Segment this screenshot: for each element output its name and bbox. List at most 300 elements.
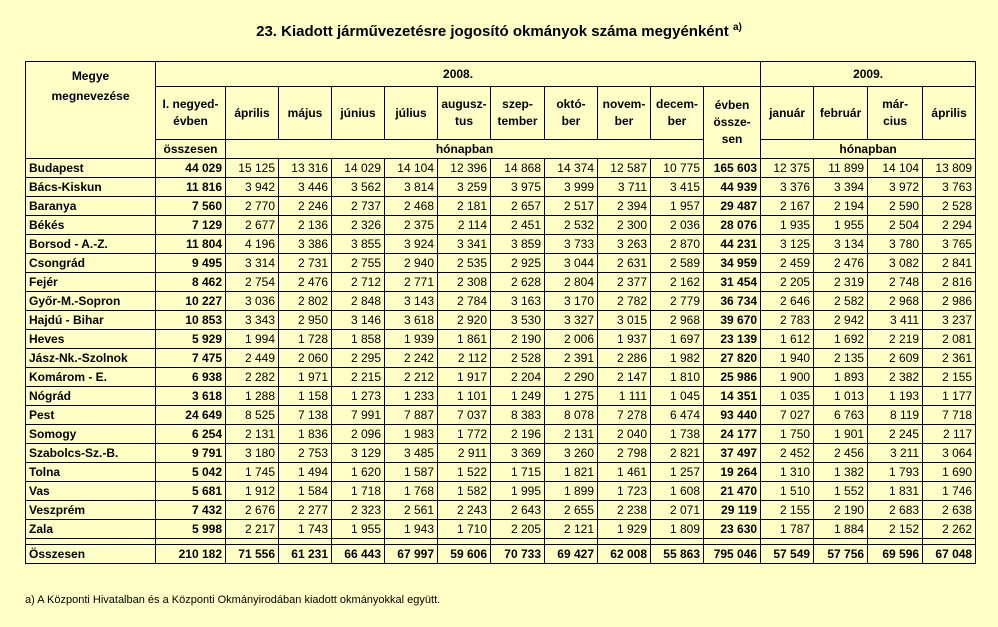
- month-cell-2008: 2 212: [385, 368, 438, 387]
- month-cell-2008: 3 859: [491, 235, 545, 254]
- month-cell-2008: 2 631: [598, 254, 651, 273]
- month-cell-2009: 3 134: [814, 235, 868, 254]
- month-cell-2008: 2 300: [598, 216, 651, 235]
- table-row: [26, 216, 976, 235]
- month-cell-2009: 3 082: [868, 254, 923, 273]
- month-cell-2008: 2 821: [651, 444, 704, 463]
- per-month-header-2008: hónapban: [226, 140, 704, 159]
- table-row: [26, 368, 976, 387]
- month-cell-2009: 2 942: [814, 311, 868, 330]
- month-header-2008-8-line2: ber: [667, 114, 687, 128]
- month-cell-2008: 2 006: [545, 330, 598, 349]
- month-cell-2008: 2 295: [332, 349, 385, 368]
- month-cell-2008: 3 562: [332, 178, 385, 197]
- month-cell-2008: 2 870: [651, 235, 704, 254]
- month-header-2009-1: [814, 87, 868, 140]
- month-cell-2008: 2 246: [279, 197, 332, 216]
- county-header-line2: megnevezése: [51, 89, 130, 103]
- month-cell-2009: 2 456: [814, 444, 868, 463]
- month-cell-2008: 3 369: [491, 444, 545, 463]
- month-cell-2008: 2 277: [279, 501, 332, 520]
- month-cell-2008: 2 950: [279, 311, 332, 330]
- month-cell-2009: 1 013: [814, 387, 868, 406]
- month-cell-2008: 3 146: [332, 311, 385, 330]
- county-name: Csongrád: [26, 254, 156, 273]
- month-cell-2009: 2 361: [923, 349, 976, 368]
- table-row: [26, 425, 976, 444]
- month-cell-2009: 2 219: [868, 330, 923, 349]
- month-header-2009-2: [868, 87, 923, 140]
- month-cell-2009: 1 935: [761, 216, 814, 235]
- month-cell-2008: 2 753: [279, 444, 332, 463]
- month-header-2008-2: [332, 87, 385, 140]
- month-cell-2008: 1 608: [651, 482, 704, 501]
- month-cell-2008: 1 233: [385, 387, 438, 406]
- year-2008-header: 2008.: [156, 62, 761, 87]
- year-total-cell: 795 046: [704, 545, 761, 564]
- month-cell-2009: 2 194: [814, 197, 868, 216]
- q1-total-cell: 6 938: [156, 368, 226, 387]
- month-cell-2008: 2 476: [279, 273, 332, 292]
- county-name: Hajdú - Bihar: [26, 311, 156, 330]
- month-cell-2008: 1 718: [332, 482, 385, 501]
- month-cell-2009: 1 177: [923, 387, 976, 406]
- month-header-2008-4: [438, 87, 491, 140]
- county-name: Baranya: [26, 197, 156, 216]
- month-cell-2009: 3 972: [868, 178, 923, 197]
- month-header-2008-4-line2: tus: [455, 114, 473, 128]
- month-cell-2009: 3 394: [814, 178, 868, 197]
- month-header-2009-0-line1: január: [769, 105, 806, 120]
- county-name: Zala: [26, 520, 156, 539]
- month-cell-2009: 2 504: [868, 216, 923, 235]
- month-cell-2008: 1 738: [651, 425, 704, 444]
- month-cell-2008: 3 259: [438, 178, 491, 197]
- q1-total-cell: 7 129: [156, 216, 226, 235]
- q1-total-header: összesen: [156, 140, 226, 159]
- month-cell-2009: 2 081: [923, 330, 976, 349]
- month-cell-2008: 2 737: [332, 197, 385, 216]
- q1-total-cell: 11 804: [156, 235, 226, 254]
- month-cell-2009: 7 027: [761, 406, 814, 425]
- month-cell-2008: 2 643: [491, 501, 545, 520]
- month-cell-2008: 1 861: [438, 330, 491, 349]
- month-cell-2008: 7 991: [332, 406, 385, 425]
- month-cell-2008: 2 968: [651, 311, 704, 330]
- q1-total-cell: 5 042: [156, 463, 226, 482]
- month-cell-2009: 3 411: [868, 311, 923, 330]
- q1-total-cell: 24 649: [156, 406, 226, 425]
- month-cell-2008: 2 114: [438, 216, 491, 235]
- month-cell-2009: 2 135: [814, 349, 868, 368]
- month-cell-2009: 1 612: [761, 330, 814, 349]
- month-cell-2008: 1 715: [491, 463, 545, 482]
- month-cell-2008: 1 697: [651, 330, 704, 349]
- month-cell-2008: 3 975: [491, 178, 545, 197]
- month-cell-2008: 1 273: [332, 387, 385, 406]
- year-total-cell: 31 454: [704, 273, 761, 292]
- month-cell-2008: 1 743: [279, 520, 332, 539]
- month-header-2008-6-line1: októ-: [556, 97, 586, 111]
- month-cell-2008: 62 008: [598, 545, 651, 564]
- month-cell-2009: 2 155: [761, 501, 814, 520]
- month-cell-2008: 1 275: [545, 387, 598, 406]
- month-cell-2009: 2 476: [814, 254, 868, 273]
- month-cell-2009: 2 319: [814, 273, 868, 292]
- month-cell-2009: 2 294: [923, 216, 976, 235]
- month-header-2008-7-line1: novem-: [602, 97, 646, 111]
- month-cell-2008: 2 911: [438, 444, 491, 463]
- month-cell-2008: 15 125: [226, 159, 279, 178]
- month-header-2008-2-line1: június: [340, 105, 376, 120]
- month-cell-2008: 2 181: [438, 197, 491, 216]
- data-table: [25, 61, 976, 564]
- month-cell-2008: 3 855: [332, 235, 385, 254]
- month-cell-2008: 1 745: [226, 463, 279, 482]
- month-cell-2009: 3 765: [923, 235, 976, 254]
- month-cell-2008: 2 096: [332, 425, 385, 444]
- q1-header-line2: évben: [173, 114, 208, 128]
- county-name: Nógrád: [26, 387, 156, 406]
- month-cell-2009: 2 683: [868, 501, 923, 520]
- month-cell-2008: 1 899: [545, 482, 598, 501]
- month-cell-2008: 2 517: [545, 197, 598, 216]
- q1-total-cell: 9 495: [156, 254, 226, 273]
- month-cell-2008: 2 036: [651, 216, 704, 235]
- month-cell-2008: 2 589: [651, 254, 704, 273]
- month-cell-2009: 2 582: [814, 292, 868, 311]
- month-cell-2008: 2 754: [226, 273, 279, 292]
- month-cell-2009: 2 638: [923, 501, 976, 520]
- month-cell-2009: 2 816: [923, 273, 976, 292]
- month-cell-2008: 67 997: [385, 545, 438, 564]
- month-cell-2008: 1 158: [279, 387, 332, 406]
- month-cell-2008: 2 190: [491, 330, 545, 349]
- month-cell-2008: 3 163: [491, 292, 545, 311]
- month-cell-2009: 2 986: [923, 292, 976, 311]
- month-cell-2008: 3 924: [385, 235, 438, 254]
- footnote: a) A Központi Hivatalban és a Központi Okmányirodában kiadott okmányokkal együtt.: [25, 594, 441, 606]
- year-total-cell: 44 939: [704, 178, 761, 197]
- month-cell-2009: 3 376: [761, 178, 814, 197]
- month-cell-2008: 7 138: [279, 406, 332, 425]
- month-cell-2008: 2 040: [598, 425, 651, 444]
- month-header-2008-1-line1: május: [287, 105, 323, 120]
- month-cell-2008: 7 037: [438, 406, 491, 425]
- month-cell-2008: 3 415: [651, 178, 704, 197]
- table-row: [26, 235, 976, 254]
- month-cell-2008: 7 887: [385, 406, 438, 425]
- month-header-2008-3: [385, 87, 438, 140]
- month-cell-2008: 1 045: [651, 387, 704, 406]
- month-cell-2008: 1 917: [438, 368, 491, 387]
- month-cell-2008: 2 532: [545, 216, 598, 235]
- q1-total-cell: 7 432: [156, 501, 226, 520]
- month-cell-2008: 1 249: [491, 387, 545, 406]
- county-name: Vas: [26, 482, 156, 501]
- month-cell-2009: 3 237: [923, 311, 976, 330]
- month-cell-2008: 3 386: [279, 235, 332, 254]
- month-cell-2009: 1 750: [761, 425, 814, 444]
- month-cell-2008: 1 983: [385, 425, 438, 444]
- month-cell-2009: 57 549: [761, 545, 814, 564]
- month-cell-2008: 3 814: [385, 178, 438, 197]
- month-cell-2009: 2 382: [868, 368, 923, 387]
- county-name: Bács-Kiskun: [26, 178, 156, 197]
- q1-total-cell: 5 681: [156, 482, 226, 501]
- month-cell-2008: 1 821: [545, 463, 598, 482]
- per-month-header-2009: hónapban: [761, 140, 976, 159]
- month-cell-2008: 3 485: [385, 444, 438, 463]
- month-cell-2008: 2 655: [545, 501, 598, 520]
- month-cell-2008: 2 112: [438, 349, 491, 368]
- table-row: [26, 292, 976, 311]
- month-cell-2008: 3 129: [332, 444, 385, 463]
- month-cell-2008: 1 982: [651, 349, 704, 368]
- month-cell-2008: 2 131: [545, 425, 598, 444]
- county-name: Pest: [26, 406, 156, 425]
- month-cell-2008: 1 494: [279, 463, 332, 482]
- month-header-2008-1: [279, 87, 332, 140]
- month-header-2008-3-line1: július: [395, 105, 427, 120]
- month-cell-2009: 2 783: [761, 311, 814, 330]
- month-cell-2009: 2 528: [923, 197, 976, 216]
- q1-total-cell: 11 816: [156, 178, 226, 197]
- month-header-2009-3-line1: április: [931, 105, 967, 120]
- table-row: [26, 463, 976, 482]
- year-total-cell: 28 076: [704, 216, 761, 235]
- month-cell-2008: 2 804: [545, 273, 598, 292]
- year-total-header-line1: évben: [714, 98, 750, 112]
- county-name: Heves: [26, 330, 156, 349]
- month-cell-2008: 1 772: [438, 425, 491, 444]
- month-cell-2009: 1 746: [923, 482, 976, 501]
- table-row: [26, 349, 976, 368]
- month-cell-2008: 1 620: [332, 463, 385, 482]
- month-header-2008-7-line2: ber: [614, 114, 634, 128]
- month-cell-2008: 2 802: [279, 292, 332, 311]
- month-cell-2008: 1 257: [651, 463, 704, 482]
- month-cell-2009: 2 841: [923, 254, 976, 273]
- month-cell-2008: 2 782: [598, 292, 651, 311]
- county-name: Budapest: [26, 159, 156, 178]
- month-cell-2009: 2 748: [868, 273, 923, 292]
- county-name: Győr-M.-Sopron: [26, 292, 156, 311]
- month-header-2009-2-line1: már-: [882, 97, 909, 111]
- month-cell-2008: 2 323: [332, 501, 385, 520]
- month-header-2008-5: [491, 87, 545, 140]
- county-name: Békés: [26, 216, 156, 235]
- month-cell-2008: 2 217: [226, 520, 279, 539]
- month-cell-2009: 1 901: [814, 425, 868, 444]
- month-cell-2009: 1 552: [814, 482, 868, 501]
- month-cell-2009: 2 609: [868, 349, 923, 368]
- month-header-2009-3: [923, 87, 976, 140]
- month-cell-2009: 1 310: [761, 463, 814, 482]
- q1-total-cell: 5 929: [156, 330, 226, 349]
- q1-total-cell: 7 560: [156, 197, 226, 216]
- county-name: Tolna: [26, 463, 156, 482]
- month-cell-2009: 2 590: [868, 197, 923, 216]
- year-total-cell: 34 959: [704, 254, 761, 273]
- year-total-cell: 29 119: [704, 501, 761, 520]
- q1-total-cell: 210 182: [156, 545, 226, 564]
- month-cell-2008: 61 231: [279, 545, 332, 564]
- month-cell-2008: 2 770: [226, 197, 279, 216]
- month-cell-2008: 1 810: [651, 368, 704, 387]
- q1-total-cell: 7 475: [156, 349, 226, 368]
- month-cell-2008: 2 243: [438, 501, 491, 520]
- month-cell-2009: 2 646: [761, 292, 814, 311]
- month-cell-2008: 3 711: [598, 178, 651, 197]
- month-cell-2009: 1 884: [814, 520, 868, 539]
- month-cell-2009: 69 596: [868, 545, 923, 564]
- year-total-cell: 23 139: [704, 330, 761, 349]
- month-cell-2009: 2 262: [923, 520, 976, 539]
- month-cell-2008: 1 836: [279, 425, 332, 444]
- month-cell-2008: 14 868: [491, 159, 545, 178]
- month-cell-2008: 1 809: [651, 520, 704, 539]
- month-cell-2008: 3 327: [545, 311, 598, 330]
- year-total-header-line2: össze-: [713, 115, 751, 129]
- month-cell-2009: 2 205: [761, 273, 814, 292]
- month-cell-2009: 1 793: [868, 463, 923, 482]
- month-cell-2008: 3 341: [438, 235, 491, 254]
- month-header-2008-8-line1: decem-: [655, 97, 699, 111]
- month-cell-2008: 2 561: [385, 501, 438, 520]
- year-total-cell: 19 264: [704, 463, 761, 482]
- month-cell-2008: 2 451: [491, 216, 545, 235]
- month-header-2008-0-line1: április: [234, 105, 270, 120]
- county-header-line1: Megye: [71, 69, 110, 83]
- month-cell-2008: 2 136: [279, 216, 332, 235]
- table-title-text: 23. Kiadott járművezetésre jogosító okmányok száma megyénként: [256, 23, 729, 40]
- month-cell-2008: 2 196: [491, 425, 545, 444]
- month-cell-2008: 2 731: [279, 254, 332, 273]
- month-cell-2008: 2 628: [491, 273, 545, 292]
- month-cell-2008: 1 957: [651, 197, 704, 216]
- month-cell-2008: 2 326: [332, 216, 385, 235]
- q1-total-cell: 9 791: [156, 444, 226, 463]
- year-2009-header: 2009.: [761, 62, 976, 87]
- month-cell-2009: 1 035: [761, 387, 814, 406]
- month-cell-2008: 2 676: [226, 501, 279, 520]
- month-cell-2008: 2 238: [598, 501, 651, 520]
- month-cell-2009: 2 117: [923, 425, 976, 444]
- month-cell-2008: 2 920: [438, 311, 491, 330]
- month-header-2009-0: [761, 87, 814, 140]
- month-cell-2008: 1 943: [385, 520, 438, 539]
- month-cell-2008: 71 556: [226, 545, 279, 564]
- county-name: Komárom - E.: [26, 368, 156, 387]
- month-cell-2008: 1 912: [226, 482, 279, 501]
- month-cell-2008: 14 029: [332, 159, 385, 178]
- month-cell-2009: 13 809: [923, 159, 976, 178]
- q1-total-cell: 3 618: [156, 387, 226, 406]
- month-cell-2008: 2 290: [545, 368, 598, 387]
- month-cell-2008: 1 994: [226, 330, 279, 349]
- month-cell-2008: 3 143: [385, 292, 438, 311]
- county-name: Szabolcs-Sz.-B.: [26, 444, 156, 463]
- month-cell-2008: 2 394: [598, 197, 651, 216]
- month-cell-2008: 2 848: [332, 292, 385, 311]
- q1-header: [156, 87, 226, 140]
- table-row: [26, 159, 976, 178]
- month-cell-2009: 3 064: [923, 444, 976, 463]
- month-header-2008-5-line1: szep-: [502, 97, 533, 111]
- month-cell-2009: 6 763: [814, 406, 868, 425]
- month-cell-2008: 2 925: [491, 254, 545, 273]
- q1-total-cell: 5 998: [156, 520, 226, 539]
- county-name: Összesen: [26, 545, 156, 564]
- month-cell-2008: 2 375: [385, 216, 438, 235]
- month-cell-2009: 7 718: [923, 406, 976, 425]
- month-cell-2008: 1 929: [598, 520, 651, 539]
- month-cell-2009: 2 152: [868, 520, 923, 539]
- year-total-cell: 37 497: [704, 444, 761, 463]
- month-header-2008-0: [226, 87, 279, 140]
- month-cell-2008: 2 308: [438, 273, 491, 292]
- month-header-2008-6: [545, 87, 598, 140]
- month-cell-2008: 3 260: [545, 444, 598, 463]
- month-cell-2008: 8 078: [545, 406, 598, 425]
- month-cell-2009: 1 955: [814, 216, 868, 235]
- month-cell-2008: 1 582: [438, 482, 491, 501]
- month-cell-2008: 1 955: [332, 520, 385, 539]
- table-row: [26, 387, 976, 406]
- month-cell-2009: 2 155: [923, 368, 976, 387]
- month-cell-2008: 69 427: [545, 545, 598, 564]
- month-cell-2009: 1 787: [761, 520, 814, 539]
- month-cell-2008: 1 101: [438, 387, 491, 406]
- month-cell-2008: 6 474: [651, 406, 704, 425]
- month-cell-2008: 13 316: [279, 159, 332, 178]
- title-footnote-marker: a): [732, 22, 742, 33]
- table-row: [26, 520, 976, 539]
- year-total-cell: 36 734: [704, 292, 761, 311]
- month-cell-2009: 1 893: [814, 368, 868, 387]
- month-cell-2008: 2 468: [385, 197, 438, 216]
- month-cell-2008: 1 995: [491, 482, 545, 501]
- month-header-2008-5-line2: tember: [497, 114, 538, 128]
- table-row: [26, 254, 976, 273]
- county-name: Fejér: [26, 273, 156, 292]
- month-cell-2009: 3 211: [868, 444, 923, 463]
- month-cell-2008: 2 071: [651, 501, 704, 520]
- year-total-header: [704, 87, 761, 159]
- month-cell-2008: 3 942: [226, 178, 279, 197]
- q1-total-cell: 10 227: [156, 292, 226, 311]
- month-cell-2009: 1 690: [923, 463, 976, 482]
- table-row: [26, 482, 976, 501]
- month-cell-2008: 1 971: [279, 368, 332, 387]
- month-cell-2008: 55 863: [651, 545, 704, 564]
- month-cell-2008: 3 733: [545, 235, 598, 254]
- q1-total-cell: 8 462: [156, 273, 226, 292]
- month-cell-2008: 4 196: [226, 235, 279, 254]
- month-cell-2008: 1 723: [598, 482, 651, 501]
- county-name: Veszprém: [26, 501, 156, 520]
- month-cell-2008: 3 263: [598, 235, 651, 254]
- month-cell-2008: 3 343: [226, 311, 279, 330]
- month-cell-2008: 14 374: [545, 159, 598, 178]
- month-cell-2008: 3 180: [226, 444, 279, 463]
- month-cell-2009: 1 692: [814, 330, 868, 349]
- month-cell-2009: 2 459: [761, 254, 814, 273]
- month-cell-2008: 1 710: [438, 520, 491, 539]
- month-cell-2008: 1 461: [598, 463, 651, 482]
- month-cell-2009: 2 190: [814, 501, 868, 520]
